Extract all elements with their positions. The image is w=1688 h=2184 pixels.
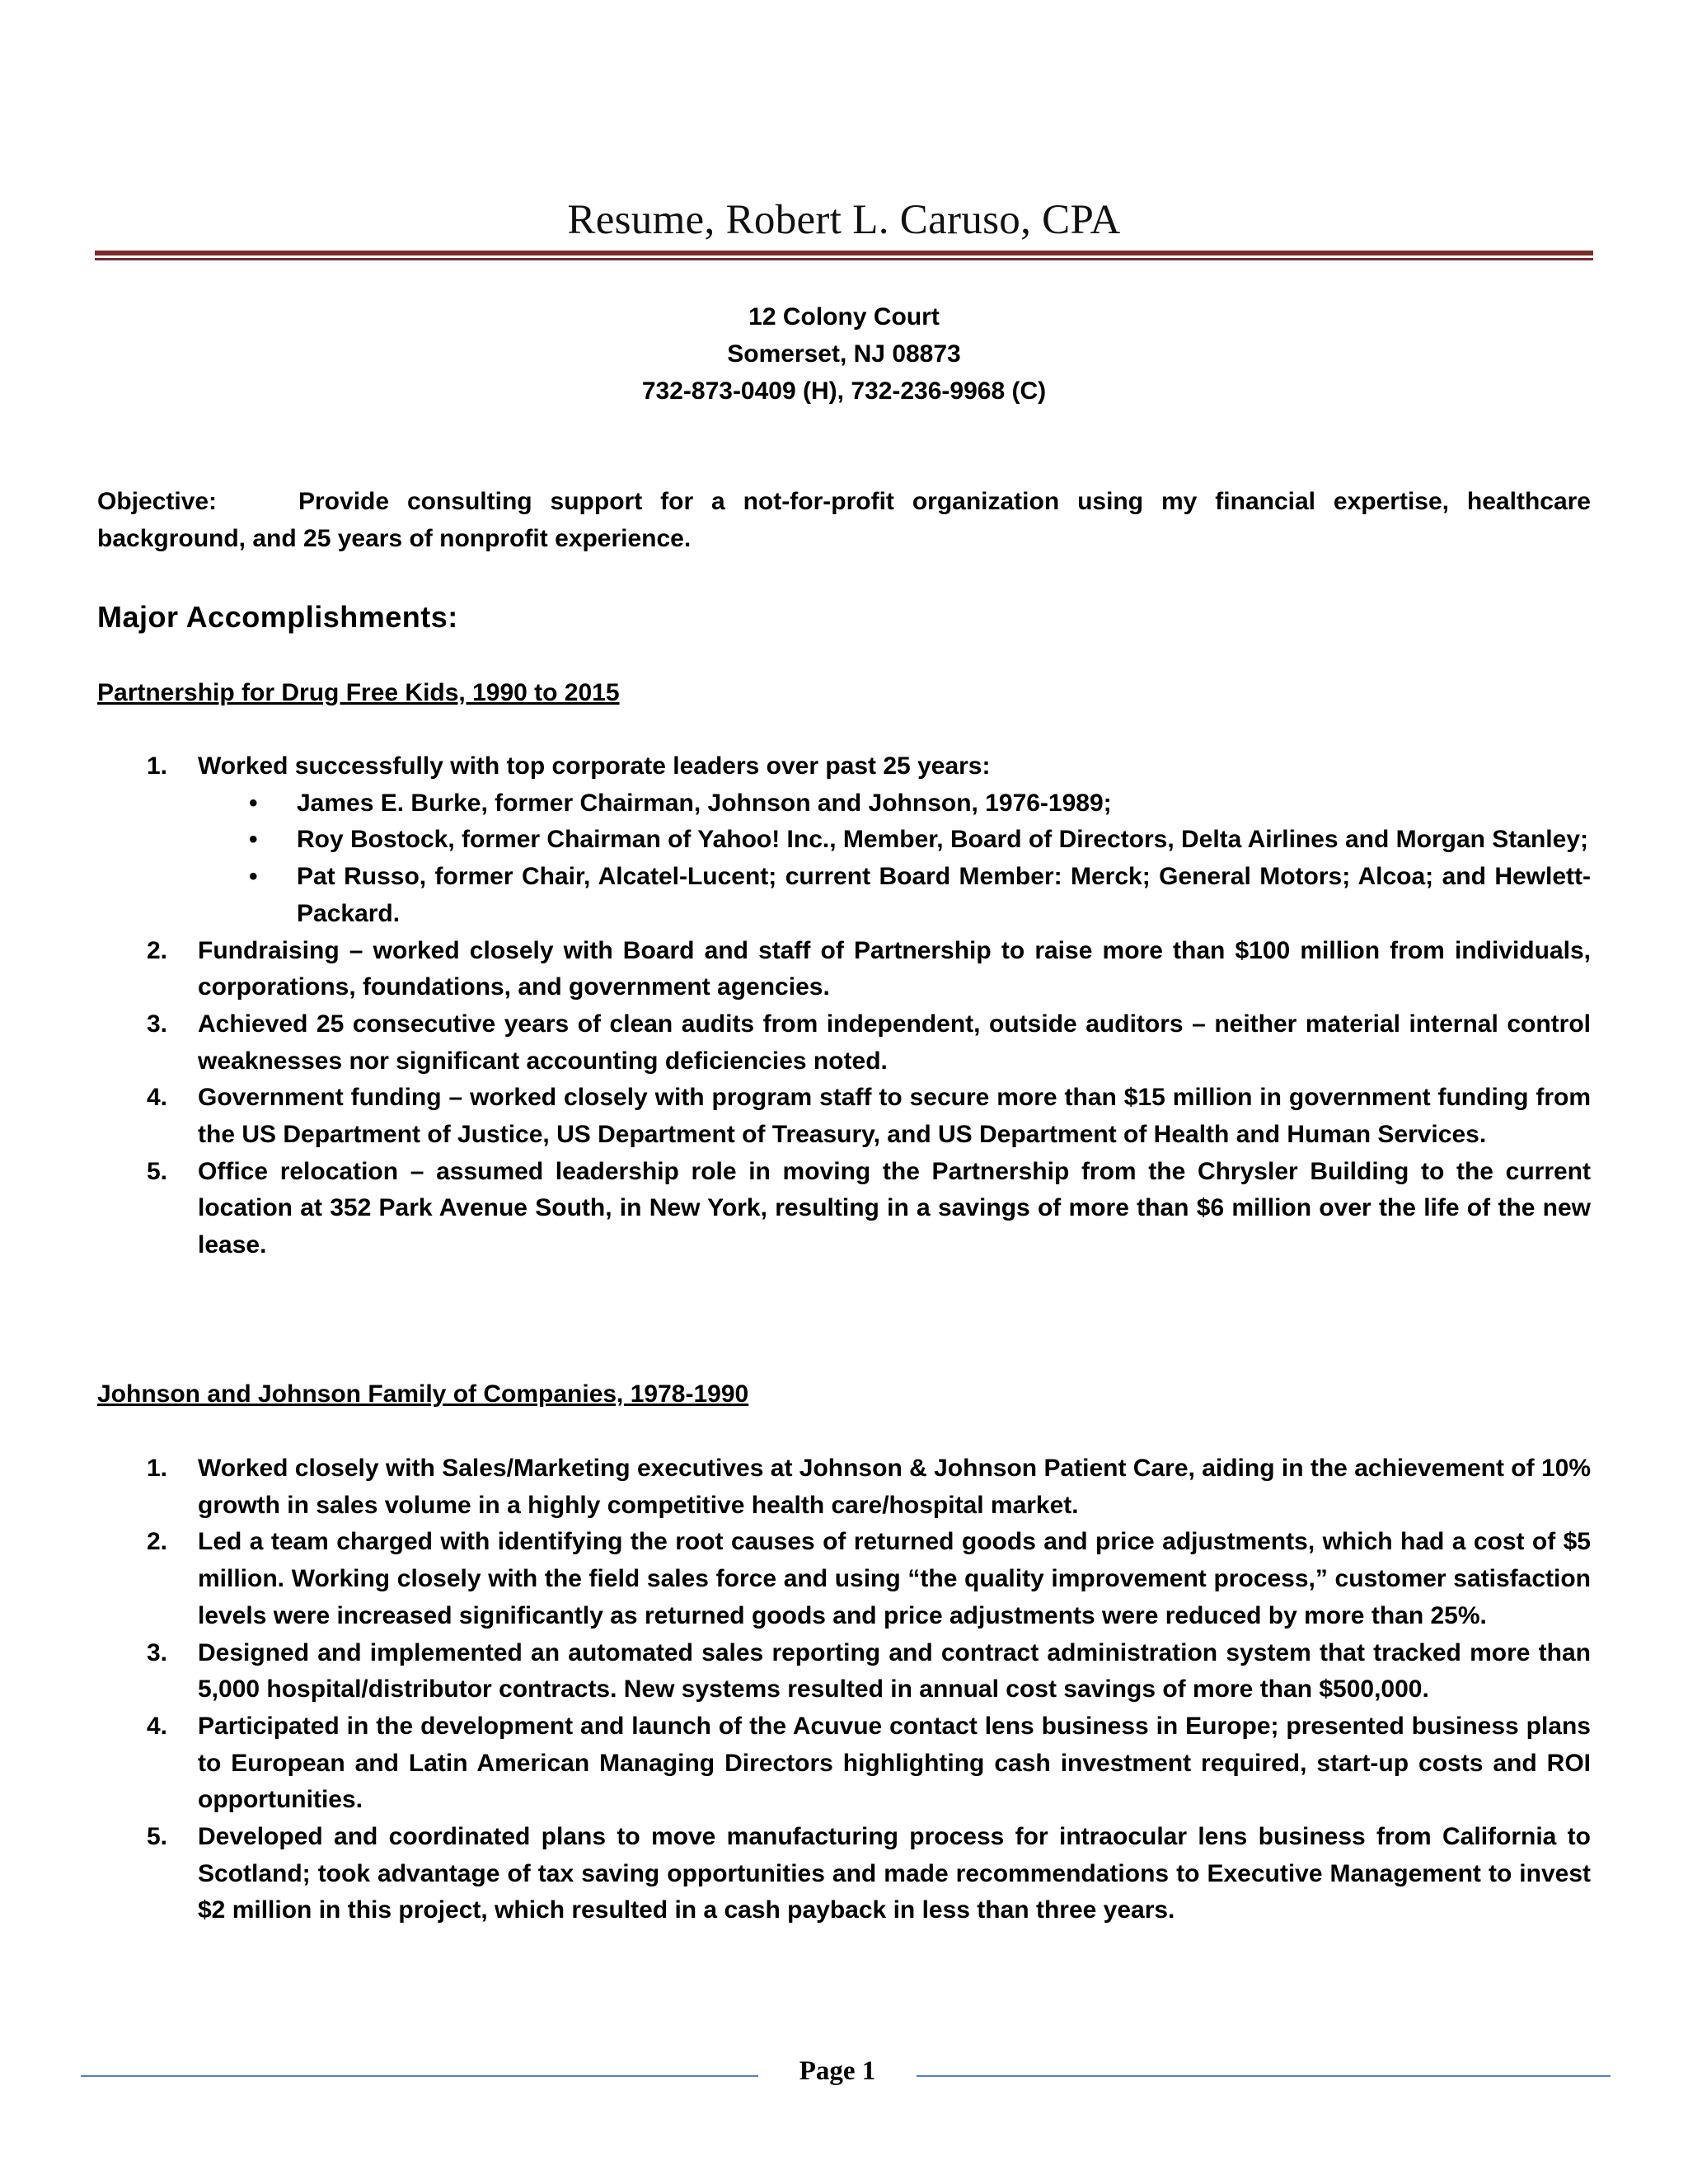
list-item <box>97 933 1591 1006</box>
leaders-sublist <box>198 785 1591 933</box>
contact-street: 12 Colony Court <box>748 303 940 330</box>
title-rule <box>95 251 1593 255</box>
bullet-icon: • <box>249 789 258 817</box>
list-item-text: Led a team charged with identifying the root causes of returned goods and price adjustments, which had a cost of $5 million. Working closely with the field sales force and using “the quality improvement process,” customer satisfaction levels were increased significantly as returned goods and price adjustments were reduced by more than 25%. <box>198 1528 1591 1629</box>
list-item-text: Achieved 25 consecutive years of clean audits from independent, outside auditors – neither material internal control weaknesses nor significant accounting deficiencies noted. <box>198 1010 1591 1075</box>
page-number: Page 1 <box>799 2056 876 2086</box>
list-item <box>97 748 1591 933</box>
list-item-text: Designed and implemented an automated sales reporting and contract administration system that tracked more than 5,000 hospital/distributor contracts. New systems resulted in annual cost savings of more than $500,000. <box>198 1638 1591 1704</box>
list-number: 5. <box>147 1823 168 1851</box>
sublist-item <box>198 859 1591 932</box>
section-heading-accomplishments: Major Accomplishments: <box>97 600 458 634</box>
list-item <box>97 1080 1591 1153</box>
objective-block <box>97 483 1591 557</box>
list-item <box>97 1154 1591 1264</box>
johnson-accomplishments-list <box>97 1451 1591 1929</box>
list-number: 4. <box>147 1712 168 1740</box>
contact-city: Somerset, NJ 08873 <box>727 340 961 368</box>
list-item <box>97 1006 1591 1080</box>
footer-rule-right <box>917 2075 1611 2077</box>
bullet-icon: • <box>249 863 258 891</box>
sublist-item <box>198 822 1591 859</box>
list-number: 1. <box>147 1455 168 1482</box>
objective-text: Provide consulting support for a not-for-profit organization using my financial expertise, healthcare background, and 25 years of nonprofit experience. <box>97 488 1591 552</box>
resume-page <box>97 0 1591 2184</box>
title-rule-thin <box>95 258 1593 260</box>
list-number: 2. <box>147 1528 168 1556</box>
page-footer <box>81 2056 1611 2096</box>
sublist-item <box>198 785 1591 823</box>
list-item-text: Office relocation – assumed leadership role in moving the Partnership from the Chrysler Building to the current location at 352 Park Avenue South, in New York, resulting in a savings of more than $6 million over the life of the new lease. <box>198 1157 1591 1259</box>
list-number: 1. <box>147 752 168 780</box>
list-item-text: Government funding – worked closely with program staff to secure more than $15 million in government funding from the US Department of Justice, US Department of Treasury, and US Department of Health and Human Services. <box>198 1084 1591 1149</box>
list-item-text: Worked successfully with top corporate leaders over past 25 years: <box>198 752 991 780</box>
list-item-text: Participated in the development and launch of the Acuvue contact lens business in Europe; presented business plans to European and Latin American Managing Directors highlighting cash investment required, start-up costs and ROI opportunities. <box>198 1712 1591 1814</box>
objective-label: Objective: <box>97 488 218 515</box>
list-item-text: Worked closely with Sales/Marketing executives at Johnson & Johnson Patient Care, aiding in the achievement of 10% growth in sales volume in a highly competitive health care/hospital market. <box>198 1455 1591 1519</box>
list-number: 4. <box>147 1084 168 1112</box>
list-number: 2. <box>147 936 168 964</box>
contact-phones: 732-873-0409 (H), 732-236-9968 (C) <box>641 377 1047 405</box>
footer-rule-left <box>81 2075 758 2077</box>
org-heading-johnson: Johnson and Johnson Family of Companies, 1978-1990 <box>97 1380 749 1408</box>
contact-block <box>97 298 1591 410</box>
list-item-text: Fundraising – worked closely with Board and staff of Partnership to raise more than $100 million from individuals, corporations, foundations, and government agencies. <box>198 936 1591 1001</box>
document-title: Resume, Robert L. Caruso, CPA <box>567 197 1121 243</box>
sublist-item-text: Roy Bostock, former Chairman of Yahoo! Inc., Member, Board of Directors, Delta Airlines and Morgan Stanley; <box>297 826 1588 854</box>
sublist-item-text: Pat Russo, former Chair, Alcatel-Lucent; current Board Member: Merck; General Motors; Alcoa; and Hewlett-Packard. <box>297 863 1591 927</box>
partnership-accomplishments-list <box>97 748 1591 1264</box>
org-heading-partnership: Partnership for Drug Free Kids, 1990 to 2015 <box>97 679 620 706</box>
list-item <box>97 1635 1591 1708</box>
bullet-icon: • <box>249 826 258 854</box>
list-item <box>97 1708 1591 1819</box>
list-number: 5. <box>147 1157 168 1185</box>
list-item <box>97 1819 1591 1929</box>
list-item-text: Developed and coordinated plans to move manufacturing process for intraocular lens business from California to Scotland; took advantage of tax saving opportunities and made recommendations to Executive Management to invest $2 million in this project, which resulted in a cash payback in less than three years. <box>198 1823 1591 1924</box>
sublist-item-text: James E. Burke, former Chairman, Johnson and Johnson, 1976-1989; <box>297 789 1112 817</box>
list-number: 3. <box>147 1010 168 1038</box>
list-item <box>97 1451 1591 1524</box>
list-number: 3. <box>147 1638 168 1666</box>
list-item <box>97 1524 1591 1634</box>
